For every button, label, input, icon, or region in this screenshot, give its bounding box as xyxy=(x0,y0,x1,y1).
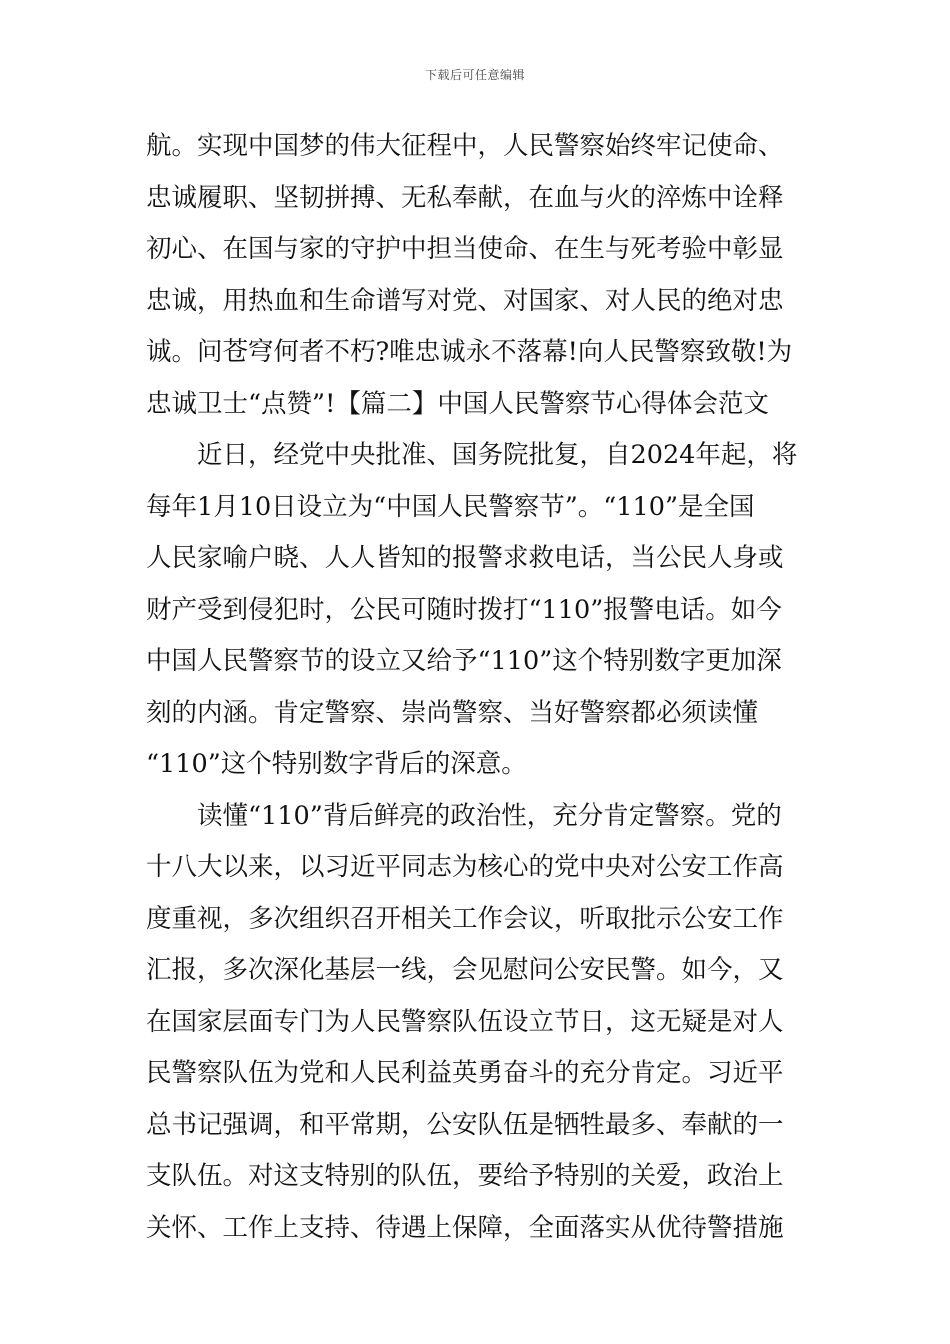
text-line: 度重视，多次组织召开相关工作会议，听取批示公安工作 xyxy=(146,903,784,934)
text-line: 诚。问苍穹何者不朽?唯忠诚永不落幕!向人民警察致敬!为 xyxy=(146,337,793,367)
text-line: 忠诚履职、坚韧拼搏、无私奉献，在血与火的淬炼中诠释 xyxy=(146,182,784,213)
text-line: 中国人民警察节的设立又给予“110”这个特别数字更加深 xyxy=(146,646,782,676)
text-line: 十八大以来，以习近平同志为核心的党中央对公安工作高 xyxy=(146,852,784,882)
paragraph-start-line: 读懂“110”背后鲜亮的政治性，充分肯定警察。党的 xyxy=(197,800,782,831)
text-line: 航。实现中国梦的伟大征程中，人民警察始终牢记使命、 xyxy=(146,131,784,161)
text-line: 在国家层面专门为人民警察队伍设立节日，这无疑是对人 xyxy=(146,1006,784,1037)
text-line: 关怀、工作上支持、待遇上保障，全面落实从优待警措施 xyxy=(146,1212,784,1243)
text-line: 人民家喻户晓、人人皆知的报警求救电话，当公民人身或 xyxy=(146,543,784,573)
text-line: 财产受到侵犯时，公民可随时拨打“110”报警电话。如今 xyxy=(146,594,782,625)
document-body xyxy=(146,126,806,1259)
paragraph-start-line: 近日，经党中央批准、国务院批复，自2024年起，将 xyxy=(197,440,798,470)
text-line: 民警察队伍为党和人民利益英勇奋斗的充分肯定。习近平 xyxy=(146,1058,784,1088)
page-header-note: 下载后可任意编辑 xyxy=(424,68,525,82)
text-line: 总书记强调，和平常期，公安队伍是牺牲最多、奉献的一 xyxy=(146,1109,784,1140)
text-line: 汇报，多次深化基层一线，会见慰问公安民警。如今，又 xyxy=(146,955,784,985)
text-line: 每年1月10日设立为“中国人民警察节”。“110”是全国 xyxy=(146,491,755,522)
text-line: 初心、在国与家的守护中担当使命、在生与死考验中彰显 xyxy=(146,234,784,264)
text-line: “110”这个特别数字背后的深意。 xyxy=(146,749,527,779)
text-line: 忠诚卫士“点赞”!【篇二】中国人民警察节心得体会范文 xyxy=(146,388,769,419)
text-line: 支队伍。对这支特别的队伍，要给予特别的关爱，政治上 xyxy=(146,1161,784,1191)
text-line: 忠诚，用热血和生命谱写对党、对国家、对人民的绝对忠 xyxy=(146,285,784,316)
text-line: 刻的内涵。肯定警察、崇尚警察、当好警察都必须读懂 xyxy=(146,697,759,728)
